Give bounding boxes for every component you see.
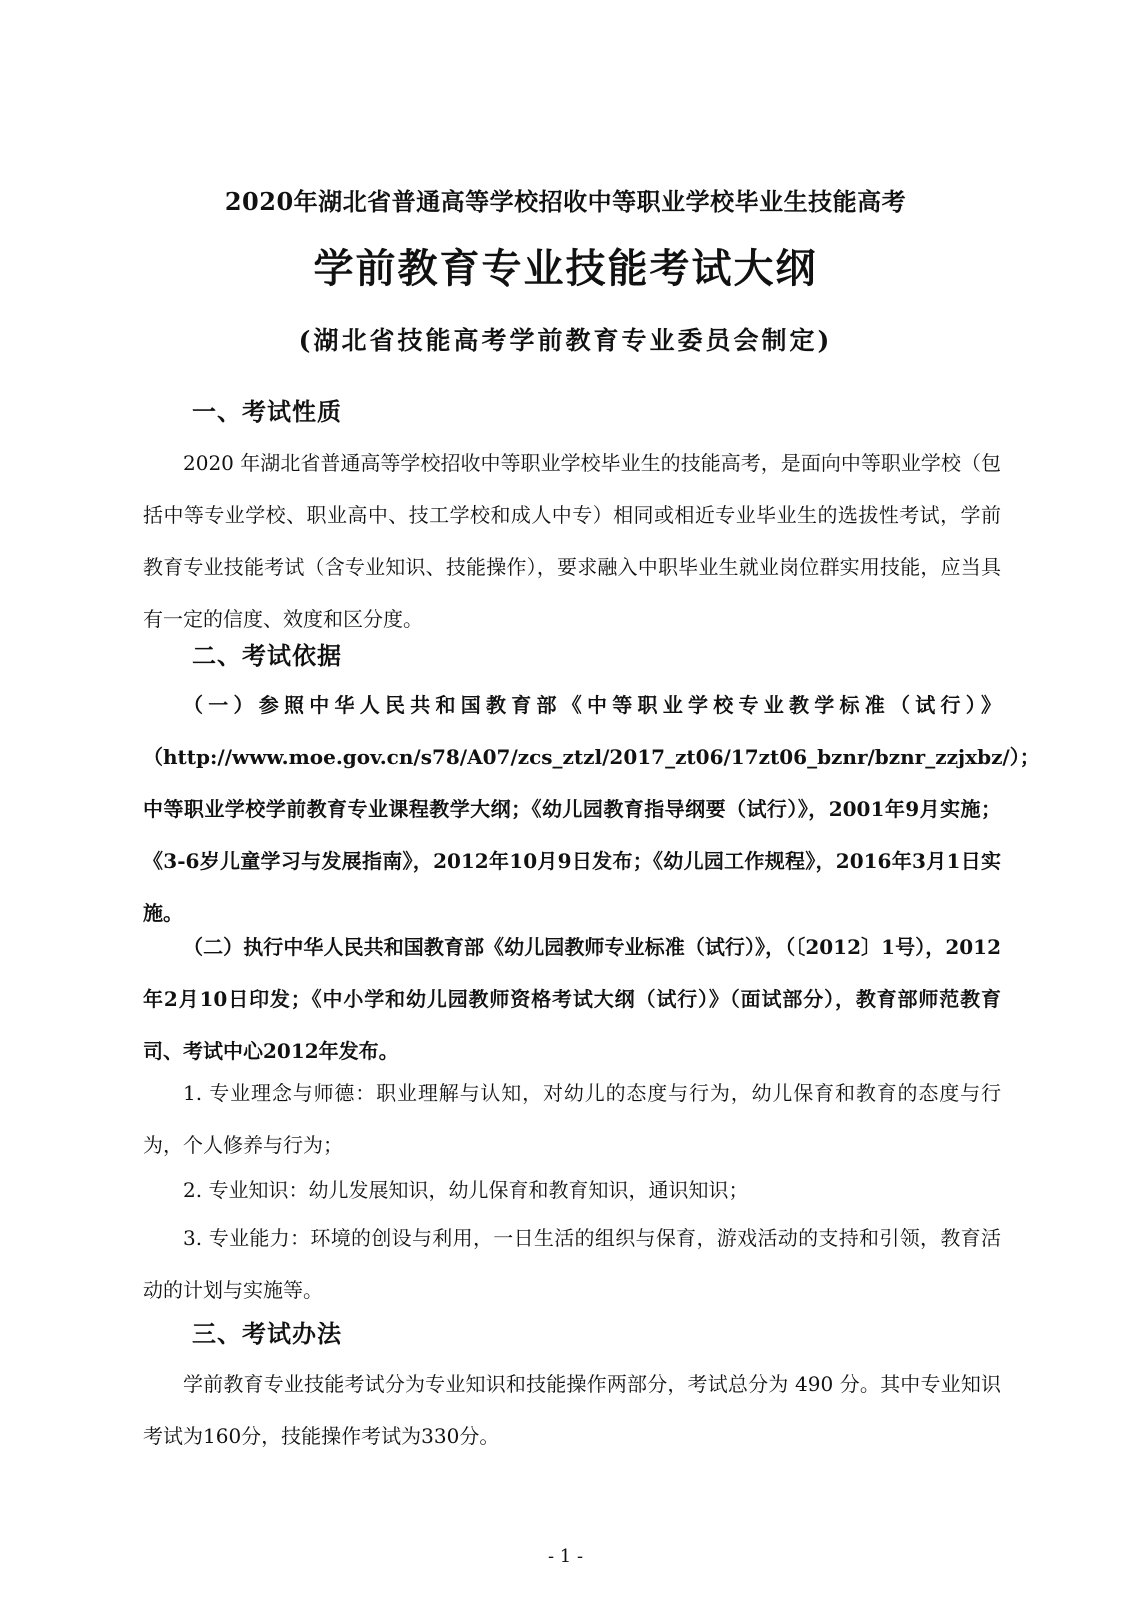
document-subtitle: (湖北省技能高考学前教育专业委员会制定)	[298, 326, 833, 355]
paragraph-exam-nature: 2020 年湖北省普通高等学校招收中等职业学校毕业生的技能高考，是面向中等职业学校（包括中等专业学校、职业高中、技工学校和成人中专）相同或相近专业毕业生的选拔性考试，学前教育专业技能考试（含专业知识、技能操作），要求融入中职毕业生就业岗位群实用技能，应当具有一定的信度、效度和区分度。	[143, 451, 1001, 631]
section-heading-exam-method: 三、考试办法	[192, 1320, 342, 1348]
document-title-line1: 2020年湖北省普通高等学校招收中等职业学校毕业生技能高考	[224, 187, 907, 216]
page-number: - 1 -	[547, 1546, 584, 1567]
paragraph-exam-method: 学前教育专业技能考试分为专业知识和技能操作两部分，考试总分为 490 分。其中专业知识考试为160分，技能操作考试为330分。	[143, 1372, 1001, 1448]
paragraph-basis-point2: 2. 专业知识：幼儿发展知识，幼儿保育和教育知识，通识知识；	[183, 1178, 749, 1202]
section-heading-exam-basis: 二、考试依据	[192, 642, 342, 670]
paragraph-basis-item1: （一）参照中华人民共和国教育部《中等职业学校专业教学标准（试行）》（http://www.moe.gov.cn/s78/A07/zcs_ztzl/2017_zt06/17zt06_bznr/bznr_zzjxbz/）；中等职业学校学前教育专业课程教学大纲；《幼儿园教育指导纲要（试行）》，2001年9月实施；《3-6岁儿童学习与发展指南》，2012年10月9日发布；《幼儿园工作规程》，2016年3月1日实施。	[143, 693, 1040, 925]
section-heading-exam-nature: 一、考试性质	[192, 398, 342, 426]
paragraph-basis-point1: 1. 专业理念与师德：职业理解与认知，对幼儿的态度与行为，幼儿保育和教育的态度与行为，个人修养与行为；	[143, 1081, 1001, 1157]
paragraph-basis-item2: （二）执行中华人民共和国教育部《幼儿园教师专业标准（试行）》，（〔2012〕1号），2012年2月10日印发；《中小学和幼儿园教师资格考试大纲（试行）》（面试部分），教育部师范教育司、考试中心2012年发布。	[143, 935, 1001, 1063]
paragraph-basis-point3: 3. 专业能力：环境的创设与利用，一日生活的组织与保育，游戏活动的支持和引领，教育活动的计划与实施等。	[143, 1226, 1001, 1302]
document-main-title: 学前教育专业技能考试大纲	[313, 246, 818, 292]
